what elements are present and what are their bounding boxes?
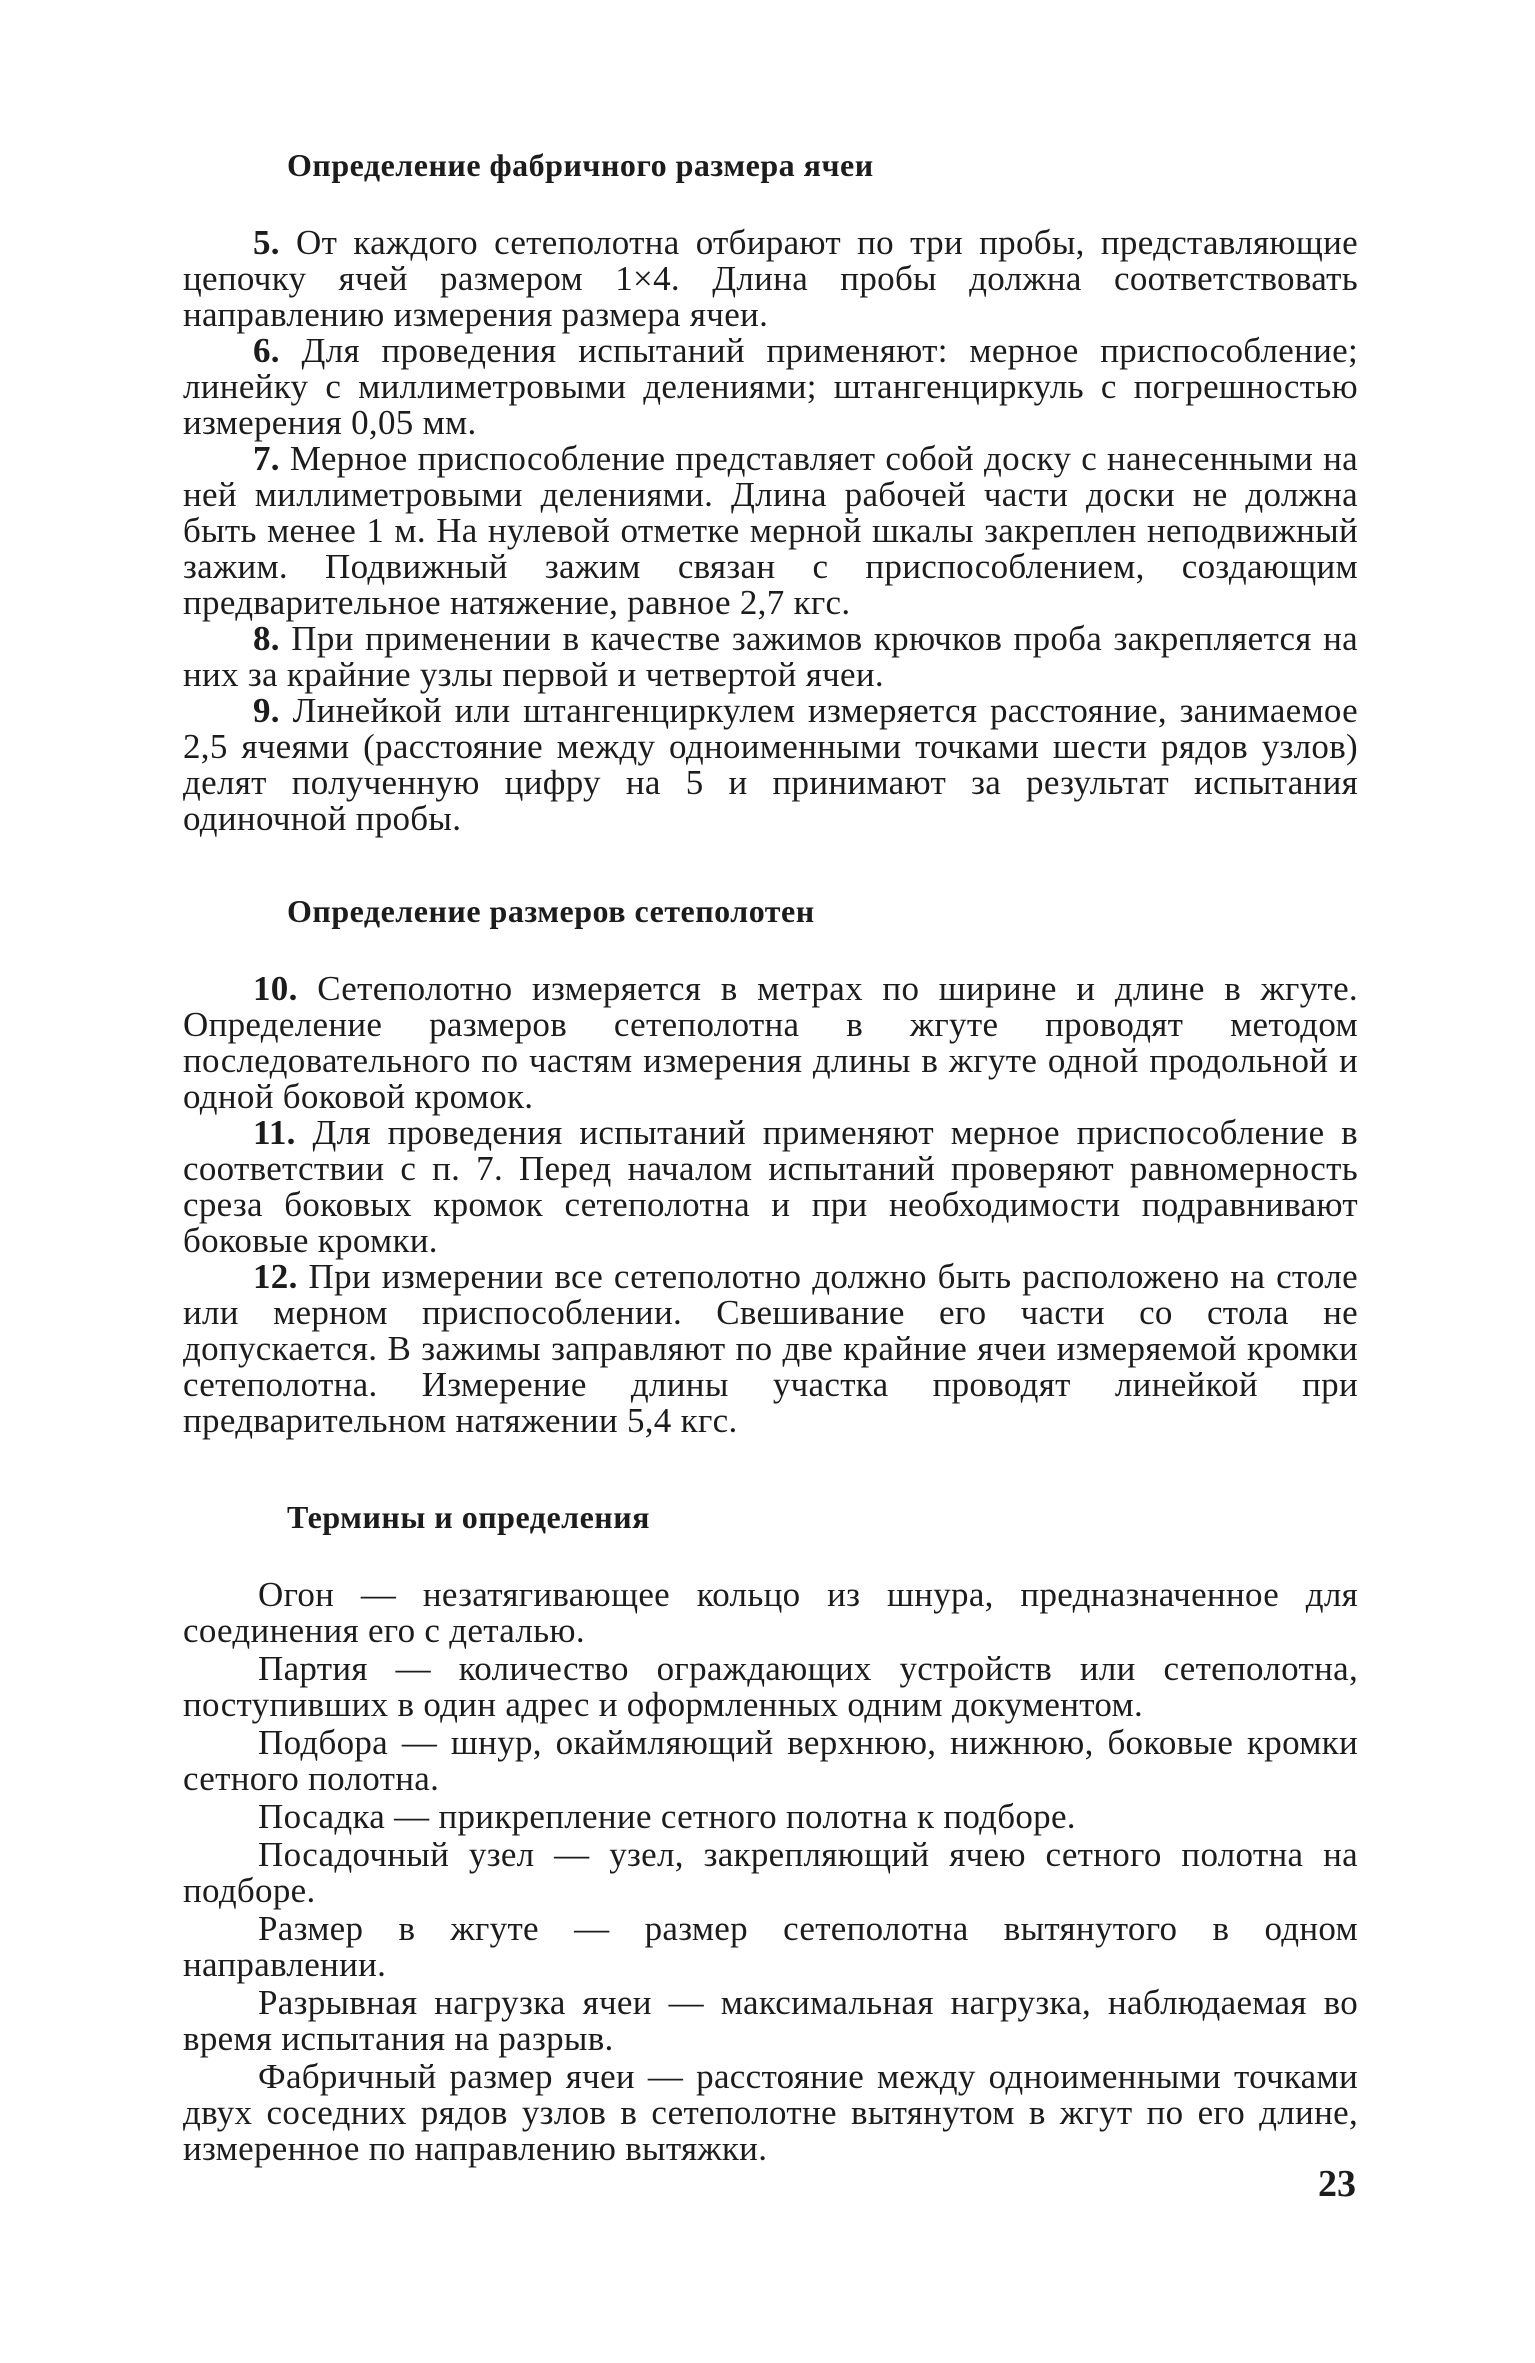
paragraph [183,971,1358,1115]
paragraph-text: Для проведения испытаний применяют мерное приспособление в соответствии с п. 7. Перед началом испытаний проверяют равномерность среза боковых кромок сетеполотна и при необходимости подравнивают боковые кромки. [183,1113,1358,1260]
section-heading: Термины и определения [287,1499,650,1535]
section-heading: Определение фабричного размера ячеи [287,147,874,183]
paragraph-text: Линейкой или штангенциркулем измеряется расстояние, занимаемое 2,5 ячеями (расстояние между одноименными точками шести рядов узлов) делят полученную цифру на 5 и принимают за результат испытания одиночной пробы. [183,691,1358,838]
term-definition: Подбора — шнур, окаймляющий верхнюю, нижнюю, боковые кромки сетного полотна. [183,1723,1358,1798]
term-definition: Посадочный узел — узел, закрепляющий ячею сетного полотна на подборе. [183,1835,1358,1910]
section-mesh-size [183,145,1358,837]
term-definition: Размер в жгуте — размер сетеполотна вытянутого в одном направлении. [183,1909,1358,1984]
paragraph-number: 12. [253,1257,298,1296]
paragraph-number: 11. [253,1113,296,1152]
page-content [183,145,1358,2169]
paragraph-text: При применении в качестве зажимов крючков проба закрепляется на них за крайние узлы первой и четвертой ячеи. [183,619,1358,694]
paragraph [183,693,1358,837]
paragraph-text: Мерное приспособление представляет собой доску с нанесенными на ней миллиметровыми делениями. Длина рабочей части доски не должна быть менее 1 м. На нулевой отметке мерной шкалы закреплен неподвижный зажим. Подвижный зажим связан с приспособлением, создающим предварительное натяжение, равное 2,7 кгс. [183,439,1358,622]
page-number: 23 [1318,2163,1356,2205]
section-heading: Определение размеров сетеполотен [287,893,815,929]
paragraph-number: 7. [253,439,280,478]
term-definition: Огон — незатягивающее кольцо из шнура, предназначенное для соединения его с деталью. [183,1575,1358,1650]
section-terms [183,1497,1358,2167]
paragraph [183,225,1358,333]
term-definition: Фабричный размер ячеи — расстояние между одноименными точками двух соседних рядов узлов в сетеполотне вытянутом в жгут по его длине, измеренное по направлению вытяжки. [183,2057,1358,2168]
section-net-sizes [183,891,1358,1439]
paragraph [183,333,1358,441]
paragraph [183,1259,1358,1439]
paragraph-number: 6. [253,331,280,370]
term-definition: Посадка — прикрепление сетного полотна к подборе. [258,1797,1076,1836]
term-definition: Разрывная нагрузка ячеи — максимальная нагрузка, наблюдаемая во время испытания на разрыв. [183,1983,1358,2058]
paragraph [183,621,1358,693]
paragraph-text: От каждого сетеполотна отбирают по три пробы, представляющие цепочку ячей размером 1×4. Длина пробы должна соответствовать направлению измерения размера ячеи. [183,223,1358,334]
paragraph-number: 5. [253,223,280,262]
paragraph-number: 10. [253,969,298,1008]
paragraph [183,1115,1358,1259]
paragraph-text: Для проведения испытаний применяют: мерное приспособление; линейку с миллиметровыми делениями; штангенциркуль с погрешностью измерения 0,05 мм. [183,331,1358,442]
paragraph-number: 8. [253,619,280,658]
paragraph-number: 9. [253,691,280,730]
paragraph-text: При измерении все сетеполотно должно быть расположено на столе или мерном приспособлении. Свешивание его части со стола не допускается. В зажимы заправляют по две крайние ячеи измеряемой кромки сетеполотна. Измерение длины участка проводят линейкой при предварительном натяжении 5,4 кгс. [183,1257,1358,1440]
paragraph [183,441,1358,621]
paragraph-text: Сетеполотно измеряется в метрах по ширине и длине в жгуте. Определение размеров сетеполотна в жгуте проводят методом последовательного по частям измерения длины в жгуте одной продольной и одной боковой кромок. [183,969,1358,1116]
term-definition: Партия — количество ограждающих устройств или сетеполотна, поступивших в один адрес и оформленных одним документом. [183,1649,1358,1724]
